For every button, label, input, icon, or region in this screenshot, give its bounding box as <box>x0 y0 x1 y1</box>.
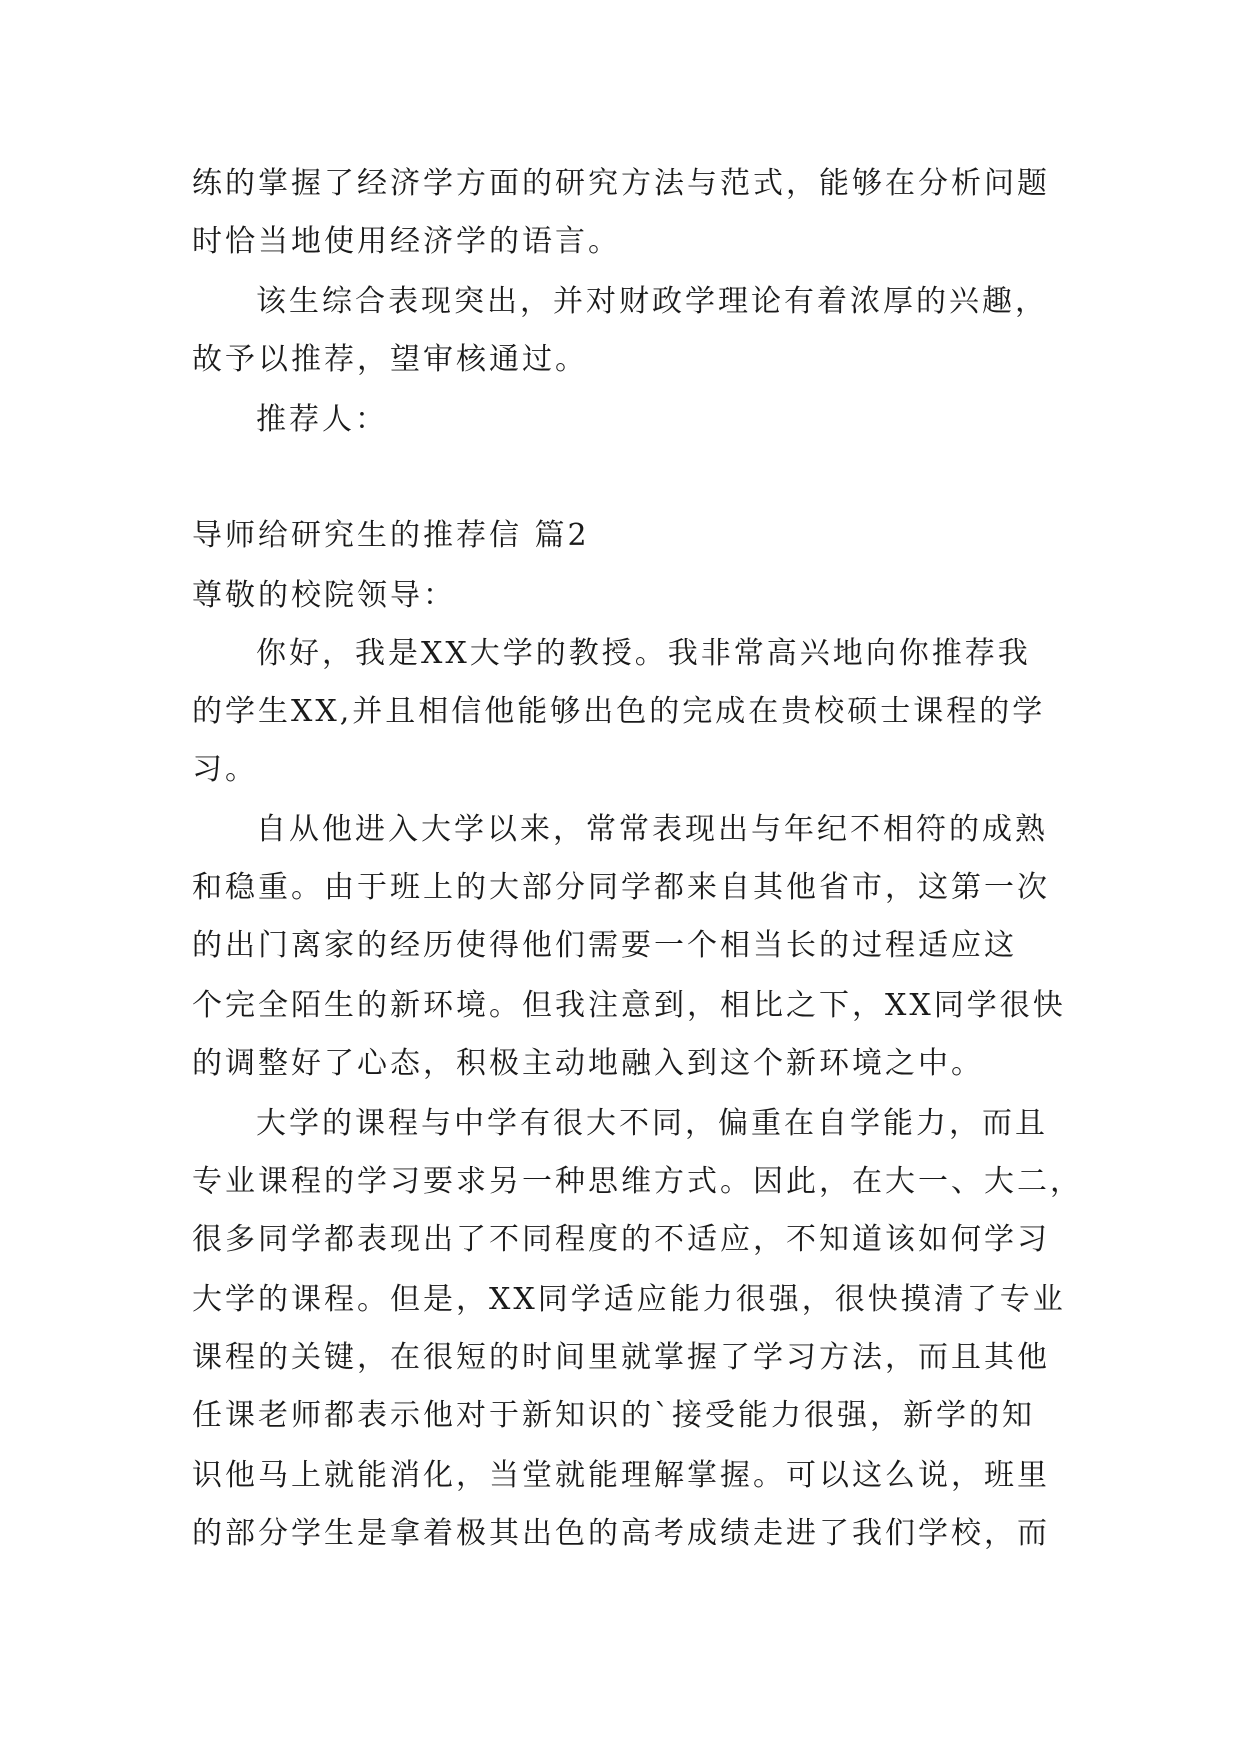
body-text-line: 习。 <box>192 752 258 787</box>
body-text-line: 大学的课程与中学有很大不同，偏重在自学能力，而且 <box>256 1106 1048 1141</box>
section-title: 导师给研究生的推荐信 篇2 <box>192 518 590 553</box>
body-text-line: 的调整好了心态，积极主动地融入到这个新环境之中。 <box>192 1046 984 1081</box>
body-text-line: 任课老师都表示他对于新知识的`接受能力很强，新学的知 <box>192 1398 1035 1433</box>
body-text-line: 的部分学生是拿着极其出色的高考成绩走进了我们学校，而 <box>192 1516 1050 1551</box>
body-text-line: 的学生XX,并且相信他能够出色的完成在贵校硕士课程的学 <box>192 694 1046 729</box>
body-text-line: 大学的课程。但是，XX同学适应能力很强，很快摸清了专业 <box>192 1282 1066 1317</box>
body-text-line: 识他马上就能消化，当堂就能理解掌握。可以这么说，班里 <box>192 1458 1050 1493</box>
body-text-line: 自从他进入大学以来，常常表现出与年纪不相符的成熟 <box>256 812 1048 847</box>
body-text-line: 和稳重。由于班上的大部分同学都来自其他省市，这第一次 <box>192 870 1050 905</box>
body-text-line: 练的掌握了经济学方面的研究方法与范式，能够在分析问题 <box>192 166 1050 201</box>
body-text-line: 很多同学都表现出了不同程度的不适应，不知道该如何学习 <box>192 1222 1050 1257</box>
body-text-line: 该生综合表现突出，并对财政学理论有着浓厚的兴趣， <box>256 284 1048 319</box>
body-text-line: 时恰当地使用经济学的语言。 <box>192 224 621 259</box>
body-text-line: 你好，我是XX大学的教授。我非常高兴地向你推荐我 <box>256 636 1031 671</box>
body-text-line: 课程的关键，在很短的时间里就掌握了学习方法，而且其他 <box>192 1340 1050 1375</box>
signature-label: 推荐人： <box>256 402 388 437</box>
body-text-line: 专业课程的学习要求另一种思维方式。因此，在大一、大二， <box>192 1164 1083 1199</box>
body-text-line: 个完全陌生的新环境。但我注意到，相比之下，XX同学很快 <box>192 988 1066 1023</box>
body-text-line: 的出门离家的经历使得他们需要一个相当长的过程适应这 <box>192 928 1017 963</box>
body-text-line: 故予以推荐，望审核通过。 <box>192 342 588 377</box>
salutation: 尊敬的校院领导： <box>192 578 456 613</box>
